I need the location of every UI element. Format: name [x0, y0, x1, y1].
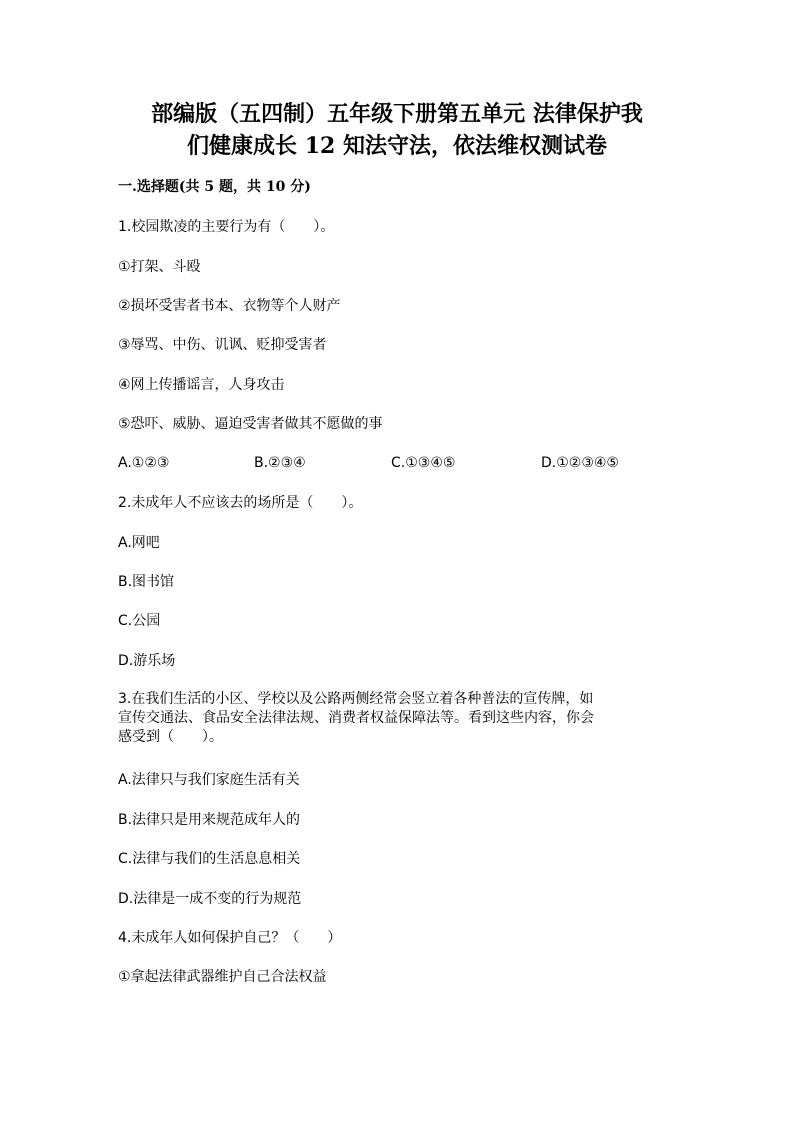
question-2-stem: 2.未成年人不应该去的场所是（ ）。	[118, 495, 363, 511]
question-2-option-a: A.网吧	[118, 535, 160, 551]
question-1-item-4: ④网上传播谣言，人身攻击	[118, 377, 285, 393]
question-2-option-d: D.游乐场	[118, 653, 176, 669]
question-4-item-1: ①拿起法律武器维护自己合法权益	[118, 969, 327, 985]
question-1-option-c: C.①③④⑤	[391, 455, 456, 471]
section-heading: 一.选择题(共 5 题，共 10 分)	[118, 179, 311, 195]
question-3-option-c: C.法律与我们的生活息息相关	[118, 851, 301, 867]
question-3-stem-line-3: 感受到（ ）。	[118, 729, 223, 745]
question-1-stem: 1.校园欺凌的主要行为有（ ）。	[118, 219, 335, 235]
question-1-option-b: B.②③④	[254, 455, 306, 471]
question-3-stem	[118, 690, 674, 747]
question-2-option-c: C.公园	[118, 613, 161, 629]
question-4-stem: 4.未成年人如何保护自己？（ ）	[118, 930, 342, 946]
question-1-option-a: A.①②③	[118, 455, 170, 471]
question-3-option-d: D.法律是一成不变的行为规范	[118, 891, 302, 907]
question-1-item-3: ③辱骂、中伤、讥讽、贬抑受害者	[118, 337, 327, 353]
paper-title-line-1: 部编版（五四制）五年级下册第五单元 法律保护我	[151, 101, 643, 127]
question-3-stem-line-2: 宣传交通法、食品安全法律法规、消费者权益保障法等。看到这些内容，你会	[118, 710, 594, 726]
question-1-option-d: D.①②③④⑤	[541, 455, 619, 471]
question-1-item-1: ①打架、斗殴	[118, 259, 201, 275]
question-3-option-b: B.法律只是用来规范成年人的	[118, 812, 301, 828]
question-3-stem-line-1: 3.在我们生活的小区、学校以及公路两侧经常会竖立着各种普法的宣传牌，如	[118, 691, 594, 707]
question-2-option-b: B.图书馆	[118, 574, 175, 590]
question-3-option-a: A.法律只与我们家庭生活有关	[118, 772, 300, 788]
paper-title-line-2: 们健康成长 12 知法守法，依法维权测试卷	[187, 133, 607, 159]
question-1-item-2: ②损坏受害者书本、衣物等个人财产	[118, 298, 341, 314]
question-1-item-5: ⑤恐吓、威胁、逼迫受害者做其不愿做的事	[118, 416, 383, 432]
